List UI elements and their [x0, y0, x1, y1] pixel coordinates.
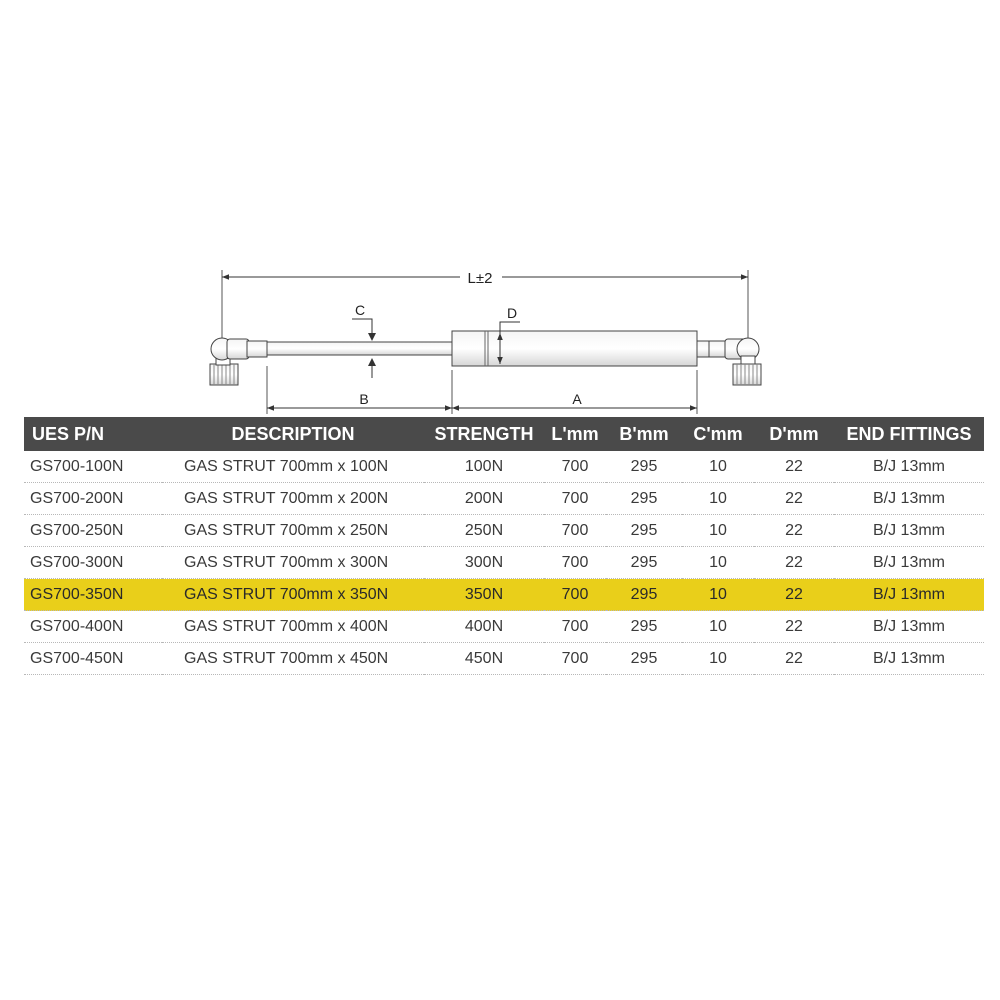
cell-strength: 400N — [424, 611, 544, 643]
cell-b-mm: 295 — [606, 579, 682, 611]
cell-length: 700 — [544, 515, 606, 547]
cell-d-mm: 22 — [754, 483, 834, 515]
cell-b-mm: 295 — [606, 451, 682, 483]
cell-description: GAS STRUT 700mm x 300N — [162, 547, 424, 579]
cell-b-mm: 295 — [606, 643, 682, 675]
dimension-b — [267, 366, 452, 414]
cell-part-number: GS700-300N — [24, 547, 162, 579]
cell-length: 700 — [544, 483, 606, 515]
cell-d-mm: 22 — [754, 611, 834, 643]
cell-strength: 450N — [424, 643, 544, 675]
dimension-a — [452, 370, 697, 414]
header-c: C'mm — [682, 417, 754, 451]
cell-length: 700 — [544, 611, 606, 643]
cell-description: GAS STRUT 700mm x 450N — [162, 643, 424, 675]
header-b: B'mm — [606, 417, 682, 451]
cell-b-mm: 295 — [606, 515, 682, 547]
cell-description: GAS STRUT 700mm x 250N — [162, 515, 424, 547]
cell-length: 700 — [544, 451, 606, 483]
strut-cylinder — [452, 331, 709, 366]
label-c: C — [354, 302, 366, 318]
cell-length: 700 — [544, 547, 606, 579]
header-end-fittings: END FITTINGS — [834, 417, 984, 451]
cell-part-number: GS700-400N — [24, 611, 162, 643]
cell-part-number: GS700-100N — [24, 451, 162, 483]
cell-description: GAS STRUT 700mm x 200N — [162, 483, 424, 515]
cell-end-fittings: B/J 13mm — [834, 451, 984, 483]
label-b: B — [359, 391, 369, 407]
header-d: D'mm — [754, 417, 834, 451]
cell-strength: 350N — [424, 579, 544, 611]
table-row — [24, 515, 984, 547]
cell-b-mm: 295 — [606, 483, 682, 515]
left-ball-joint — [210, 338, 267, 385]
cell-b-mm: 295 — [606, 547, 682, 579]
cell-end-fittings: B/J 13mm — [834, 515, 984, 547]
dimension-c — [352, 302, 376, 378]
label-d: D — [506, 305, 518, 321]
label-a: A — [572, 391, 582, 407]
cell-c-mm: 10 — [682, 579, 754, 611]
cell-length: 700 — [544, 643, 606, 675]
gas-strut-diagram — [0, 0, 1000, 415]
cell-description: GAS STRUT 700mm x 350N — [162, 579, 424, 611]
cell-c-mm: 10 — [682, 547, 754, 579]
cell-d-mm: 22 — [754, 451, 834, 483]
table-row — [24, 547, 984, 579]
cell-strength: 100N — [424, 451, 544, 483]
cell-part-number: GS700-450N — [24, 643, 162, 675]
header-description: DESCRIPTION — [162, 417, 424, 451]
cell-c-mm: 10 — [682, 643, 754, 675]
cell-d-mm: 22 — [754, 579, 834, 611]
cell-c-mm: 10 — [682, 611, 754, 643]
cell-part-number: GS700-200N — [24, 483, 162, 515]
cell-c-mm: 10 — [682, 451, 754, 483]
cell-d-mm: 22 — [754, 643, 834, 675]
cell-length: 700 — [544, 579, 606, 611]
table-row — [24, 483, 984, 515]
table-row — [24, 451, 984, 483]
cell-c-mm: 10 — [682, 483, 754, 515]
table-row — [24, 579, 984, 611]
spec-table — [24, 417, 984, 675]
header-strength: STRENGTH — [424, 417, 544, 451]
table-row — [24, 643, 984, 675]
header-length: L'mm — [544, 417, 606, 451]
cell-description: GAS STRUT 700mm x 100N — [162, 451, 424, 483]
header-part-number: UES P/N — [24, 417, 162, 451]
cell-strength: 300N — [424, 547, 544, 579]
right-ball-joint — [709, 338, 761, 385]
cell-description: GAS STRUT 700mm x 400N — [162, 611, 424, 643]
cell-end-fittings: B/J 13mm — [834, 483, 984, 515]
cell-b-mm: 295 — [606, 611, 682, 643]
cell-strength: 200N — [424, 483, 544, 515]
strut-rod — [267, 342, 453, 355]
table-row — [24, 611, 984, 643]
cell-strength: 250N — [424, 515, 544, 547]
table-header-row — [24, 417, 984, 451]
cell-end-fittings: B/J 13mm — [834, 579, 984, 611]
cell-d-mm: 22 — [754, 547, 834, 579]
cell-part-number: GS700-250N — [24, 515, 162, 547]
cell-end-fittings: B/J 13mm — [834, 643, 984, 675]
cell-part-number: GS700-350N — [24, 579, 162, 611]
cell-c-mm: 10 — [682, 515, 754, 547]
label-l: L±2 — [467, 270, 493, 287]
cell-end-fittings: B/J 13mm — [834, 611, 984, 643]
cell-end-fittings: B/J 13mm — [834, 547, 984, 579]
cell-d-mm: 22 — [754, 515, 834, 547]
